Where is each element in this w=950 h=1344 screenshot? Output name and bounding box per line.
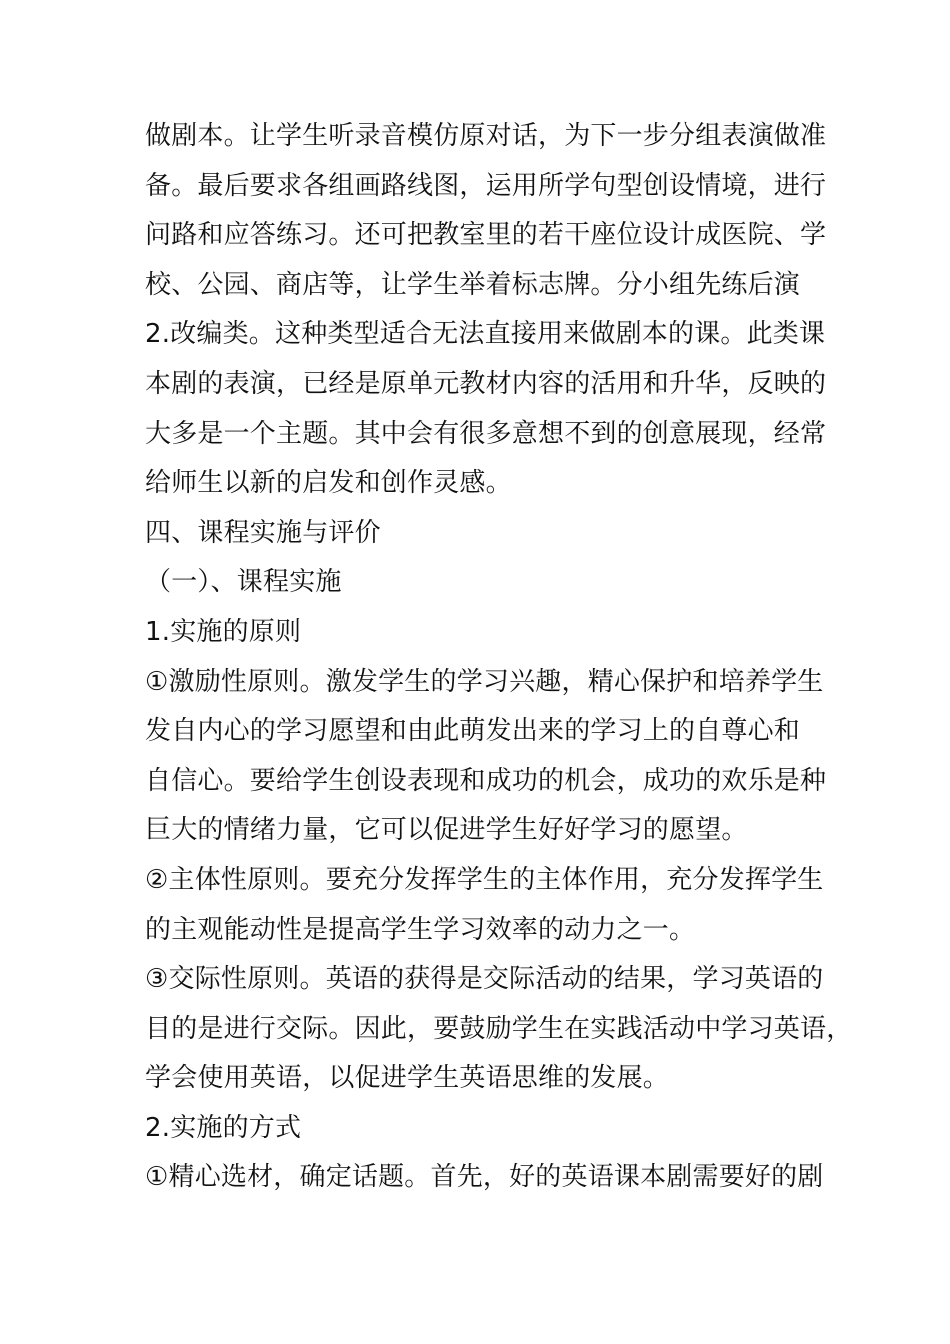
section-heading: 四、课程实施与评价 bbox=[145, 517, 381, 548]
text-line: ②主体性原则。要充分发挥学生的主体作用，充分发挥学生 bbox=[145, 864, 824, 895]
subsection-heading: （一）、课程实施 bbox=[145, 567, 342, 598]
text-line: 问路和应答练习。还可把教室里的若干座位设计成医院、学 bbox=[145, 220, 827, 251]
text-line: 巨大的情绪力量，它可以促进学生好好学习的愿望。 bbox=[145, 815, 748, 846]
text-line: 大多是一个主题。其中会有很多意想不到的创意展现，经常 bbox=[145, 418, 827, 449]
text-line: 的主观能动性是提高学生学习效率的动力之一。 bbox=[145, 914, 696, 945]
text-line: 校、公园、商店等，让学生举着标志牌。分小组先练后演 bbox=[145, 269, 801, 300]
text-line: ③交际性原则。英语的获得是交际活动的结果，学习英语的 bbox=[145, 964, 824, 995]
body-text bbox=[145, 112, 853, 1203]
text-line: 备。最后要求各组画路线图，运用所学句型创设情境，进行 bbox=[145, 170, 827, 201]
text-line: 发自内心的学习愿望和由此萌发出来的学习上的自尊心和 bbox=[145, 716, 801, 747]
text-line: 目的是进行交际。因此，要鼓励学生在实践活动中学习英语， bbox=[145, 1013, 853, 1044]
text-line: ①精心选材，确定话题。首先，好的英语课本剧需要好的剧 bbox=[145, 1162, 824, 1193]
text-line: 2.改编类。这种类型适合无法直接用来做剧本的课。此类课 bbox=[145, 319, 826, 350]
item-heading: 2.实施的方式 bbox=[145, 1112, 302, 1143]
text-line: ①激励性原则。激发学生的学习兴趣，精心保护和培养学生 bbox=[145, 666, 824, 697]
text-line: 给师生以新的启发和创作灵感。 bbox=[145, 468, 512, 499]
text-line: 做剧本。让学生听录音模仿原对话，为下一步分组表演做准 bbox=[145, 121, 827, 151]
text-line: 自信心。要给学生创设表现和成功的机会，成功的欢乐是种 bbox=[145, 765, 827, 796]
item-heading: 1.实施的原则 bbox=[145, 616, 302, 647]
text-line: 学会使用英语，以促进学生英语思维的发展。 bbox=[145, 1063, 670, 1094]
text-line: 本剧的表演，已经是原单元教材内容的活用和升华，反映的 bbox=[145, 368, 827, 399]
